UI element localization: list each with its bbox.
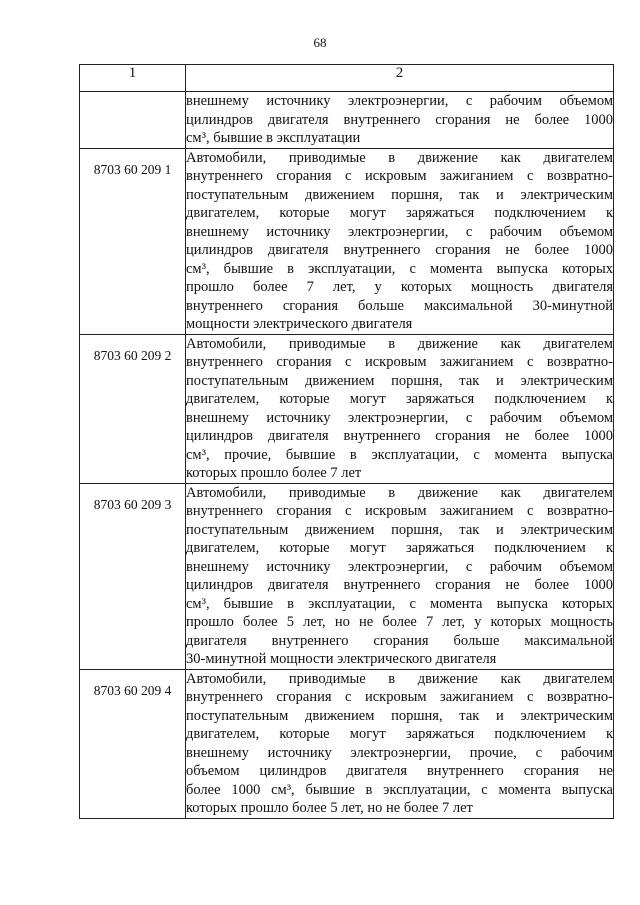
- description-line: внутреннего сгорания с искровым зажиганием с возвратно-: [186, 354, 613, 370]
- description-line: цилиндров двигателя внутреннего сгорания не более 1000: [186, 428, 613, 444]
- description-line: внутреннего сгорания с искровым зажиганием с возвратно-: [186, 689, 613, 705]
- description-line: двигателем, которые могут заряжаться подключением к: [186, 726, 613, 742]
- description-cell: [186, 148, 614, 334]
- column-header-1: 1: [80, 65, 186, 92]
- description-line: цилиндров двигателя внутреннего сгорания не более 1000: [186, 577, 613, 593]
- code-cell: [80, 148, 186, 334]
- table-row: [80, 669, 614, 818]
- description-line: поступательным движением поршня, так и электрическим: [186, 186, 613, 203]
- description-line: Автомобили, приводимые в движение как двигателем: [186, 484, 613, 501]
- commodity-code: 8703 60 209 4: [93, 682, 172, 698]
- commodity-code: 8703 60 209 3: [93, 496, 172, 512]
- description-line: Автомобили, приводимые в движение как двигателем: [186, 335, 613, 352]
- description-line: 30-минутной мощности электрического двигателя: [186, 651, 497, 667]
- description-line: Автомобили, приводимые в движение как двигателем: [186, 149, 613, 166]
- description-line: внутреннего сгорания с искровым зажиганием с возвратно-: [186, 503, 613, 519]
- description-line: которых прошло более 7 лет: [186, 465, 362, 481]
- code-cell: [80, 483, 186, 669]
- description-line: поступательным движением поршня, так и электрическим: [186, 372, 613, 389]
- description-line: поступательным движением поршня, так и электрическим: [186, 521, 613, 538]
- description-line: см³, бывшие в эксплуатации: [186, 130, 361, 146]
- description-line: двигателем, которые могут заряжаться подключением к: [186, 540, 613, 556]
- description-line: внешнему источнику электроэнергии, прочие, с рабочим: [186, 744, 613, 761]
- description-line: прошло более 5 лет, но не более 7 лет, у которых мощность: [186, 614, 613, 630]
- description-line: которых прошло более 5 лет, но не более 7 лет: [186, 800, 473, 816]
- description-line: двигателем, которые могут заряжаться подключением к: [186, 205, 613, 221]
- description-line: см³, бывшие в эксплуатации, с момента выпуска которых: [186, 260, 613, 277]
- table-row: [80, 334, 614, 483]
- table-row: [80, 92, 614, 149]
- table-row: [80, 483, 614, 669]
- code-cell: [80, 92, 186, 149]
- commodity-code: [80, 92, 185, 103]
- description-cell: [186, 334, 614, 483]
- description-line: цилиндров двигателя внутреннего сгорания не более 1000: [186, 242, 613, 258]
- commodity-code: 8703 60 209 1: [93, 161, 172, 177]
- description-line: мощности электрического двигателя: [186, 316, 413, 332]
- code-cell: [80, 334, 186, 483]
- description-line: см³, прочие, бывшие в эксплуатации, с момента выпуска: [186, 446, 613, 463]
- page-number: 68: [313, 35, 327, 50]
- description-line: более 1000 см³, бывшие в эксплуатации, с момента выпуска: [186, 781, 613, 798]
- description-line: внешнему источнику электроэнергии, с рабочим объемом: [186, 93, 613, 109]
- description-line: см³, бывшие в эксплуатации, с момента выпуска которых: [186, 595, 613, 612]
- description-line: поступательным движением поршня, так и электрическим: [186, 707, 613, 724]
- description-line: двигателя внутреннего сгорания больше максимальной: [186, 632, 613, 649]
- description-line: внешнему источнику электроэнергии, с рабочим объемом: [186, 409, 613, 426]
- description-line: внутреннего сгорания больше максимальной 30-минутной: [186, 297, 613, 314]
- tariff-table: [79, 64, 614, 819]
- description-line: внешнему источнику электроэнергии, с рабочим объемом: [186, 223, 613, 240]
- description-line: прошло более 7 лет, у которых мощность двигателя: [186, 279, 613, 295]
- description-cell: [186, 483, 614, 669]
- column-header-2: 2: [186, 65, 614, 92]
- description-line: двигателем, которые могут заряжаться подключением к: [186, 391, 613, 407]
- description-cell: [186, 92, 614, 149]
- description-line: внутреннего сгорания с искровым зажиганием с возвратно-: [186, 168, 613, 184]
- table-header-row: [80, 65, 614, 92]
- table-row: [80, 148, 614, 334]
- description-line: цилиндров двигателя внутреннего сгорания не более 1000: [186, 111, 613, 128]
- description-cell: [186, 669, 614, 818]
- code-cell: [80, 669, 186, 818]
- commodity-code: 8703 60 209 2: [93, 347, 172, 363]
- description-line: Автомобили, приводимые в движение как двигателем: [186, 670, 613, 687]
- description-line: объемом цилиндров двигателя внутреннего сгорания не: [186, 763, 613, 779]
- description-line: внешнему источнику электроэнергии, с рабочим объемом: [186, 558, 613, 575]
